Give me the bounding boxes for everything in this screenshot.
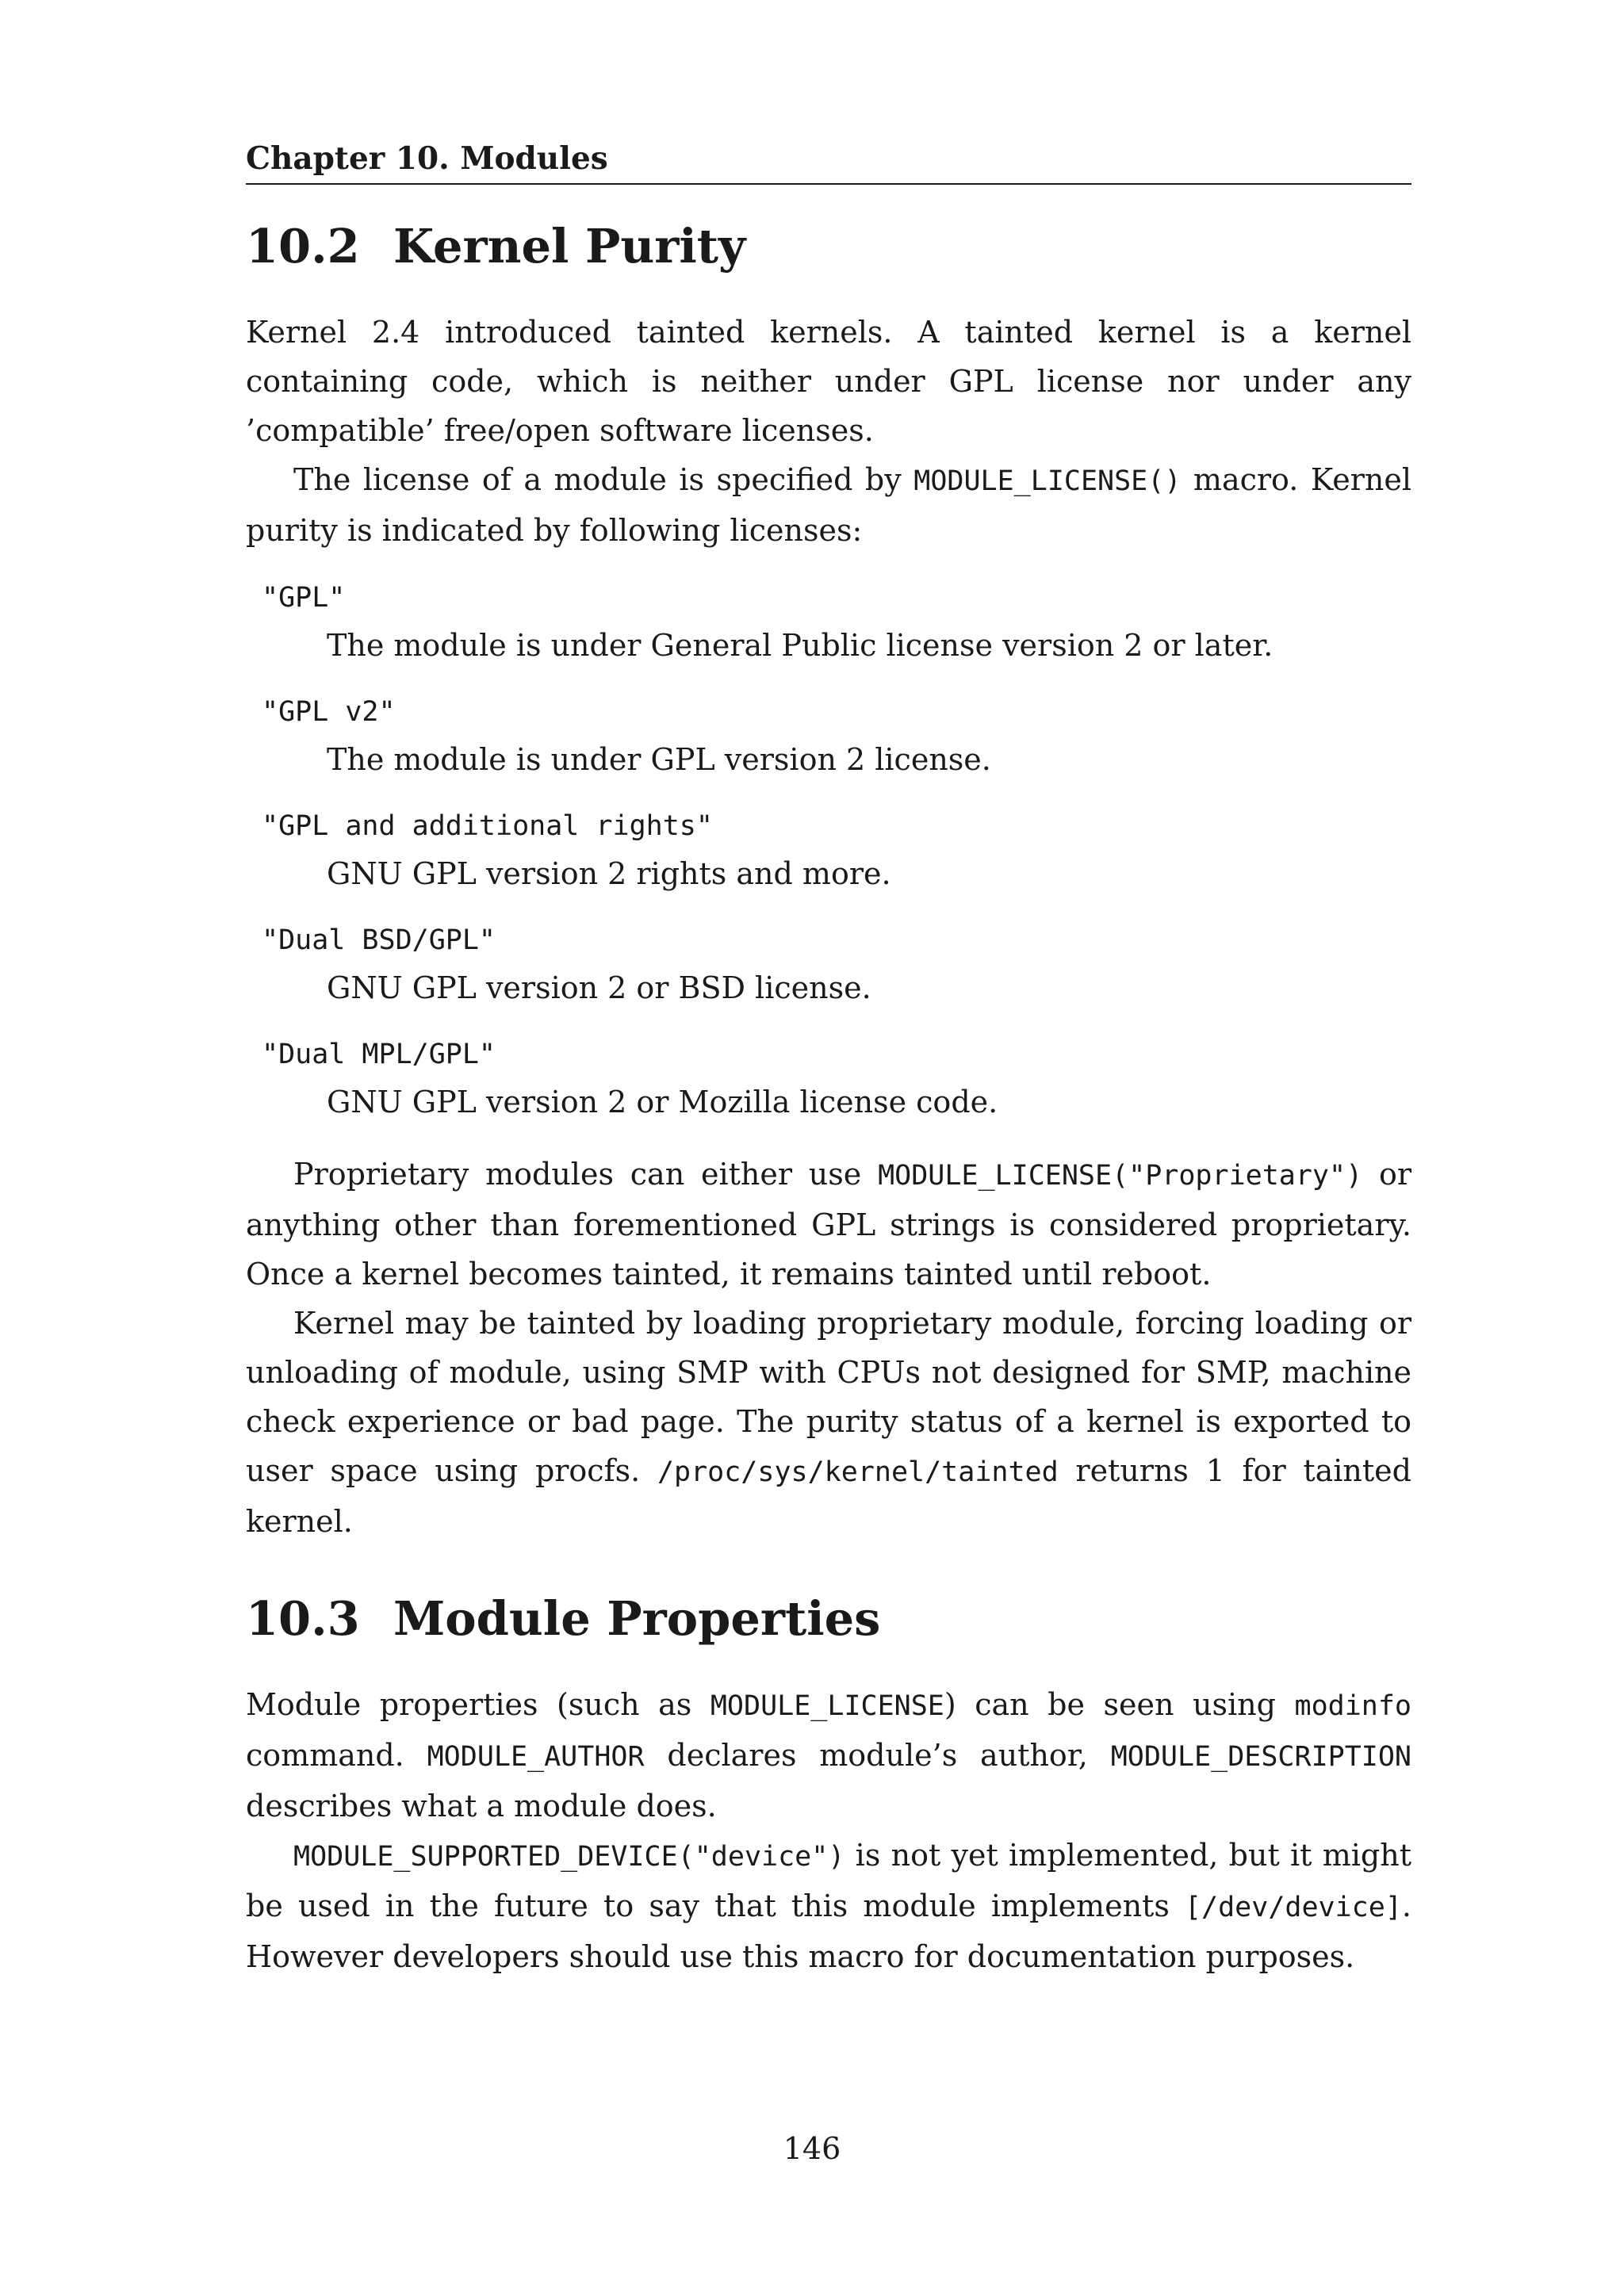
paragraph <box>246 455 1411 555</box>
text-run: Proprietary modules can either use <box>293 1156 879 1192</box>
page-number: 146 <box>783 2131 841 2166</box>
license-item <box>246 802 1411 897</box>
text-run: The license of a module is specified by <box>293 461 914 497</box>
license-list <box>246 574 1411 1126</box>
code-run: MODULE_LICENSE() <box>914 465 1182 497</box>
code-run: MODULE_LICENSE("Proprietary") <box>878 1159 1363 1192</box>
text-run: ) can be seen using <box>944 1686 1295 1722</box>
running-head: Chapter 10. Modules <box>246 141 1411 185</box>
section-number: 10.2 <box>246 218 360 274</box>
paragraph <box>246 1680 1411 1831</box>
license-term: "GPL and additional rights" <box>262 809 713 842</box>
text-run: macro. Kernel purity is indicated by following licenses: <box>246 461 1411 548</box>
code-run: MODULE_DESCRIPTION <box>1110 1740 1411 1773</box>
license-term: "Dual BSD/GPL" <box>262 924 496 956</box>
license-description: The module is under General Public license version 2 or later. <box>327 627 1274 663</box>
section-title: Module Properties <box>393 1590 881 1646</box>
text-run: describes what a module does. <box>246 1788 717 1823</box>
license-term: "GPL v2" <box>262 695 396 728</box>
code-run: MODULE_SUPPORTED_DEVICE("device") <box>293 1840 845 1873</box>
license-item <box>246 688 1411 783</box>
text-run: returns 1 for tainted kernel. <box>246 1452 1411 1539</box>
license-item <box>246 574 1411 669</box>
paragraph: Kernel 2.4 introduced tainted kernels. A tainted kernel is a kernel containing code, which is neither under GPL license nor under any ’compatible’ free/open software licenses. <box>246 314 1411 448</box>
section-heading-module-properties <box>246 1590 1411 1646</box>
section-heading-kernel-purity <box>246 218 1411 274</box>
license-description: The module is under GPL version 2 license. <box>327 741 991 777</box>
code-run: /proc/sys/kernel/tainted <box>657 1456 1059 1488</box>
document-page <box>246 141 1411 2187</box>
text-run: Kernel may be tainted by loading proprietary module, forcing loading or unloading of module, using SMP with CPUs not designed for SMP, machine check experience or bad page. The purity status of a kernel is exported to user space using procfs. <box>246 1305 1411 1488</box>
license-description: GNU GPL version 2 rights and more. <box>327 855 891 891</box>
code-run: modinfo <box>1294 1689 1412 1722</box>
text-run: or anything other than forementioned GPL strings is considered proprietary. Once a kernel becomes tainted, it remains tainted until reboot. <box>246 1156 1411 1292</box>
license-term: "Dual MPL/GPL" <box>262 1038 496 1070</box>
section-number: 10.3 <box>246 1590 360 1646</box>
paragraph <box>246 1831 1411 1981</box>
license-item <box>246 1031 1411 1126</box>
license-item <box>246 916 1411 1012</box>
code-run: [/dev/device] <box>1184 1891 1402 1923</box>
text-run: . However developers should use this macro for documentation purposes. <box>246 1888 1411 1974</box>
text-run: declares module’s author, <box>644 1737 1111 1773</box>
code-run: MODULE_LICENSE <box>710 1689 944 1722</box>
paragraph <box>246 1150 1411 1299</box>
license-description: GNU GPL version 2 or Mozilla license code. <box>327 1084 998 1119</box>
license-description: GNU GPL version 2 or BSD license. <box>327 970 871 1005</box>
section-title: Kernel Purity <box>393 218 746 274</box>
text-run: is not yet implemented, but it might be used in the future to say that this module implements <box>246 1837 1411 1923</box>
paragraph <box>246 1299 1411 1546</box>
code-run: MODULE_AUTHOR <box>427 1740 645 1773</box>
text-run: command. <box>246 1737 427 1773</box>
text-run: Module properties (such as <box>246 1686 710 1722</box>
license-term: "GPL" <box>262 581 346 614</box>
